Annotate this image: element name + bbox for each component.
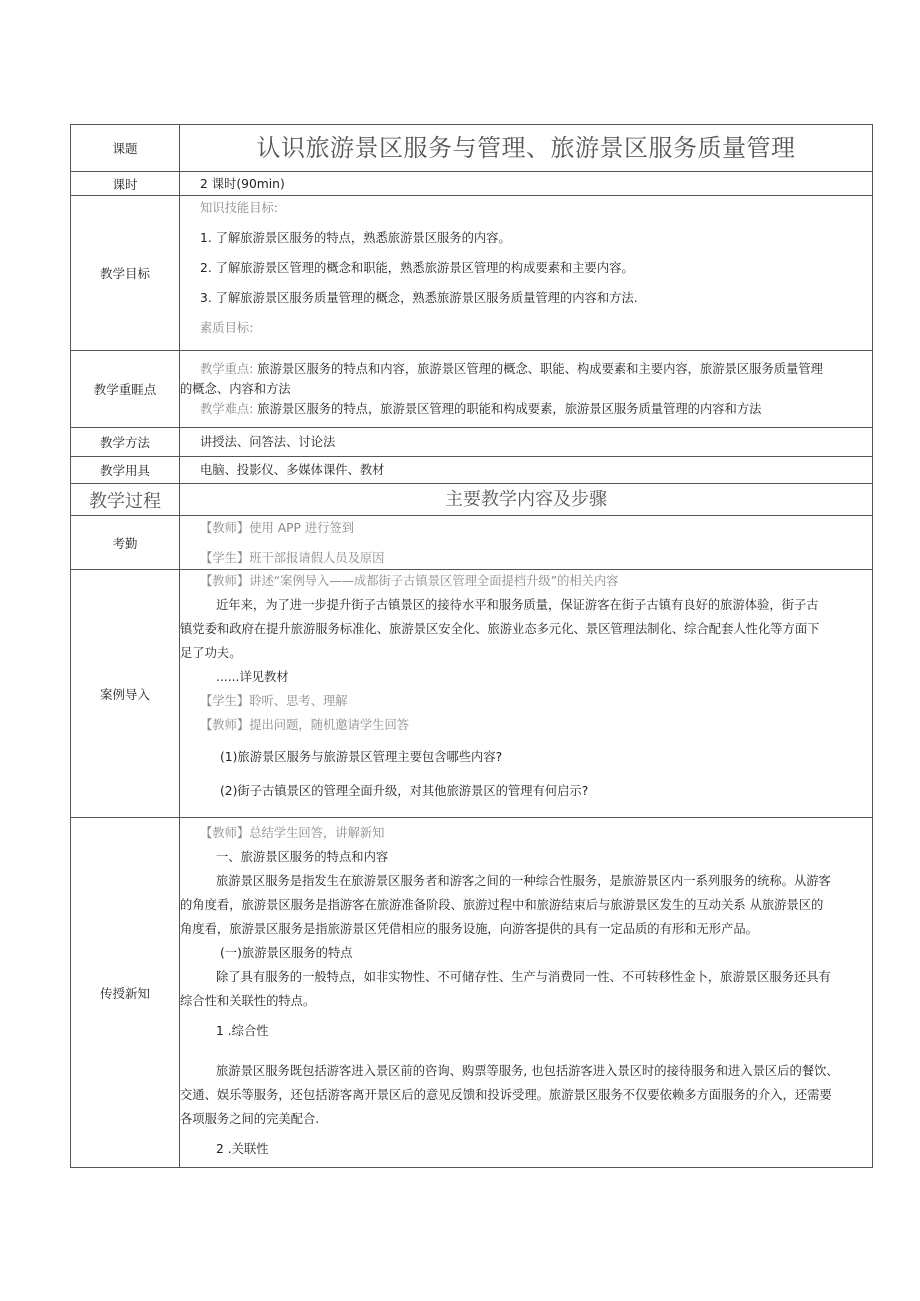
process-header-title: 主要教学内容及步骤 <box>445 488 607 510</box>
attendance-label: 考勤 <box>71 516 180 570</box>
row-hours <box>71 172 873 196</box>
row-process-header <box>71 484 873 516</box>
tools-value: 电脑、投影仪、多媒体课件、教材 <box>200 463 385 477</box>
difficulty-text: 旅游景区服务的特点，旅游景区管理的职能和构成要素，旅游景区服务质量管理的内容和方法 <box>257 402 762 416</box>
row-objectives <box>71 196 873 351</box>
objective-item-2: 2. 了解旅游景区管理的概念和职能，熟悉旅游景区管理的构成要素和主要内容。 <box>200 261 634 275</box>
point-2-heading: 2 .关联性 <box>216 1142 269 1156</box>
knowledge-teacher-text: 总结学生回答，讲解新知 <box>249 826 385 840</box>
row-attendance <box>71 516 873 570</box>
knowledge-heading: 知识技能目标: <box>200 201 278 215</box>
case-student-tag: 【学生】 <box>200 694 250 708</box>
attendance-student-text: 班干部报请假人员及原因 <box>249 551 385 565</box>
difficulty-tag: 教学难点: <box>200 402 254 416</box>
row-methods <box>71 428 873 457</box>
attendance-student-tag: 【学生】 <box>200 551 250 565</box>
subsection-1-heading: (一)旅游景区服务的特点 <box>220 946 353 960</box>
key-points-label: 教学重睚点 <box>71 351 180 428</box>
knowledge-para-1a: 旅游景区服务是指发生在旅游景区服务者和游客之间的一种综合性服务，是旅游景区内一系列服务的统称。从游客 <box>216 874 831 888</box>
focus-tag: 教学重点: <box>200 362 254 376</box>
topic-cell <box>180 125 873 172</box>
knowledge-para-2b: 综合性和关联性的特点。 <box>180 994 316 1008</box>
case-see-textbook: ......详见教材 <box>216 670 289 684</box>
case-para-1c: 足了功夫。 <box>180 646 242 660</box>
methods-label: 教学方法 <box>71 428 180 457</box>
attendance-teacher-tag: 【教师】 <box>200 521 250 535</box>
quality-heading: 素质目标: <box>200 321 254 335</box>
attendance-teacher-text: 使用 APP 进行签到 <box>249 521 355 535</box>
knowledge-para-3a: 旅游景区服务既包括游客进入景区前的咨询、购票等服务, 也包括游客进入景区时的接待服务和进入景区后的餐饮、 <box>216 1064 839 1078</box>
topic-title: 认识旅游景区服务与管理、旅游景区服务质量管理 <box>256 134 796 162</box>
row-key-points <box>71 351 873 428</box>
knowledge-para-2a: 除了具有服务的一般特点，如非实物性、不可储存性、生产与消费同一性、不可转移性金卜，旅游景区服务还具有 <box>216 970 831 984</box>
topic-label: 课题 <box>71 125 180 172</box>
row-new-knowledge <box>71 818 873 1168</box>
process-label: 教学过程 <box>71 484 180 516</box>
case-question-2: (2)街子古镇景区的管理全面升级，对其他旅游景区的管理有何启示? <box>220 784 589 798</box>
case-teacher-text-1: 讲述“案例导入——成都街子古镇景区管理全面提档升级”的相关内容 <box>249 574 619 588</box>
knowledge-para-3b: 交通、娱乐等服务，还包括游客离开景区后的意见反馈和投诉受理。旅游景区服务不仅要依赖多方面服务的介入，还需要 <box>180 1088 832 1102</box>
focus-text-1: 旅游景区服务的特点和内容，旅游景区管理的概念、职能、构成要素和主要内容，旅游景区服务质量管理 <box>257 362 823 376</box>
knowledge-para-1b: 的角度看，旅游景区服务是指游客在旅游准备阶段、旅游过程中和旅游结束后与旅游景区发生的互动关系 从旅游景区的 <box>180 898 824 912</box>
row-tools <box>71 457 873 484</box>
new-knowledge-label: 传授新知 <box>71 818 180 1168</box>
case-teacher-tag-1: 【教师】 <box>200 574 250 588</box>
section-1-heading: 一、旅游景区服务的特点和内容 <box>216 850 389 864</box>
methods-value: 讲授法、问答法、讨论法 <box>200 435 336 449</box>
case-question-1: (1)旅游景区服务与旅游景区管理主要包含哪些内容? <box>220 750 503 764</box>
knowledge-teacher-tag: 【教师】 <box>200 826 250 840</box>
point-1-heading: 1 .综合性 <box>216 1024 269 1038</box>
case-para-1b: 镇党委和政府在提升旅游服务标准化、旅游景区安全化、旅游业态多元化、景区管理法制化、综合配套人性化等方面下 <box>180 622 820 636</box>
focus-text-2: 的概念、内容和方法 <box>180 382 291 396</box>
case-para-1a: 近年来，为了进一步提升街子古镇景区的接待水平和服务质量，保证游客在街子古镇有良好的旅游体验，街子古 <box>216 598 819 612</box>
objective-item-1: 1. 了解旅游景区服务的特点，熟悉旅游景区服务的内容。 <box>200 231 511 245</box>
hours-label: 课时 <box>71 172 180 196</box>
objective-item-3: 3. 了解旅游景区服务质量管理的概念，熟悉旅游景区服务质量管理的内容和方法. <box>200 291 638 305</box>
row-case-intro <box>71 570 873 818</box>
lesson-plan-table <box>70 124 873 1168</box>
row-topic <box>71 125 873 172</box>
knowledge-para-1c: 角度看，旅游景区服务是指旅游景区凭借相应的服务设施，向游客提供的具有一定品质的有形和无形产品。 <box>180 922 758 936</box>
case-teacher-tag-2: 【教师】 <box>200 718 250 732</box>
tools-label: 教学用具 <box>71 457 180 484</box>
case-student-text: 聆听、思考、理解 <box>249 694 348 708</box>
hours-value: 2 课时(90min) <box>200 176 285 191</box>
case-intro-label: 案例导入 <box>71 570 180 818</box>
case-teacher-text-2: 提出问题，随机邀请学生回答 <box>249 718 410 732</box>
knowledge-para-3c: 各项服务之间的完美配合. <box>180 1112 320 1126</box>
objectives-label: 教学目标 <box>71 196 180 351</box>
